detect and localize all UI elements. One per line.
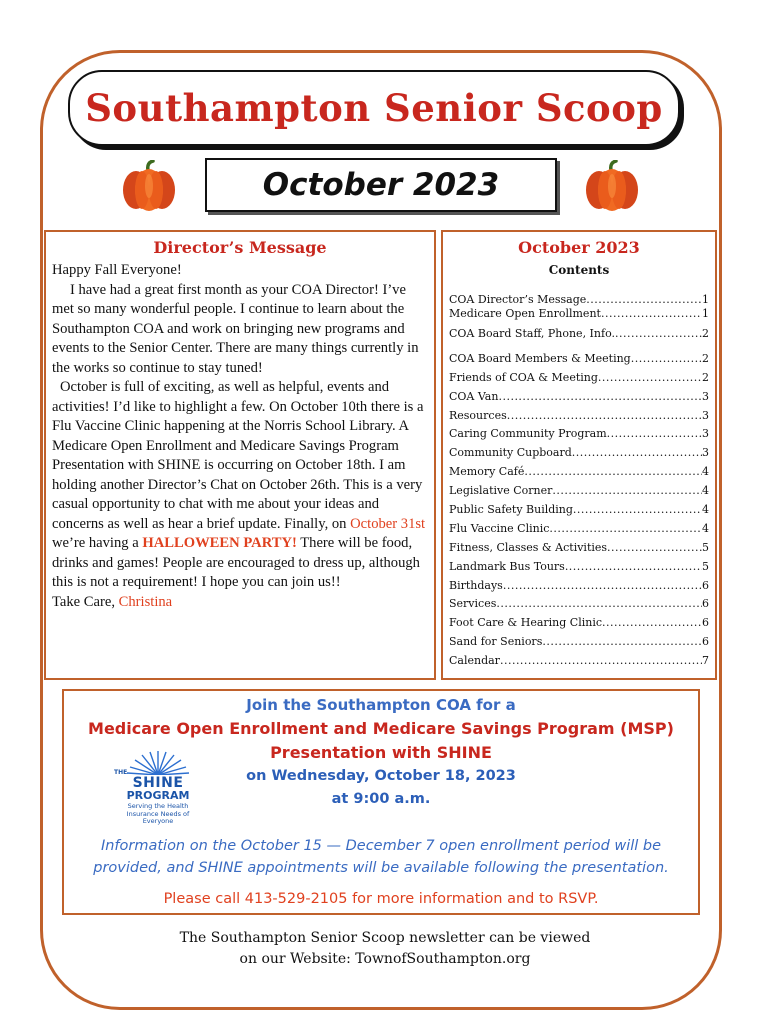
toc-item-page: 3 bbox=[702, 446, 709, 460]
toc-leader bbox=[496, 595, 702, 614]
event-title: Medicare Open Enrollment and Medicare Savings Program (MSP) bbox=[88, 719, 674, 738]
toc-item-page: 4 bbox=[702, 521, 709, 535]
toc-item-title: Caring Community Program bbox=[449, 427, 607, 441]
toc-item-title: COA Board Staff, Phone, Info. bbox=[449, 327, 615, 340]
toc-leader bbox=[573, 501, 702, 520]
toc-item[interactable] bbox=[449, 614, 709, 633]
toc-item[interactable] bbox=[449, 652, 709, 671]
director-name: Christina bbox=[118, 593, 173, 610]
event-info: Information on the October 15 — December 7 open enrollment period will be provided, and SHINE appointments will be available following the presentation. bbox=[93, 838, 669, 876]
toc-item[interactable] bbox=[449, 501, 709, 520]
masthead bbox=[68, 70, 680, 146]
event-rsvp: Please call 413-529-2105 for more information and to RSVP. bbox=[163, 891, 599, 907]
toc-item-page: 7 bbox=[702, 654, 709, 668]
pumpkin-icon bbox=[121, 160, 177, 212]
toc-leader bbox=[602, 614, 702, 633]
event-time: at 9:00 a.m. bbox=[331, 791, 431, 807]
paragraph-2-text: we’re having a bbox=[52, 535, 143, 551]
toc-leader bbox=[552, 482, 702, 501]
toc-leader bbox=[615, 325, 702, 344]
toc-item-title: Landmark Bus Tours bbox=[449, 559, 565, 573]
event-date: on Wednesday, October 18, 2023 bbox=[246, 768, 516, 784]
toc-item-title: Friends of COA & Meeting bbox=[449, 370, 598, 384]
toc-item[interactable] bbox=[449, 520, 709, 539]
toc-leader bbox=[572, 444, 702, 463]
toc-leader bbox=[542, 633, 702, 652]
toc-item-page: 6 bbox=[702, 597, 709, 611]
paragraph-2-text: There will be food, drinks and games! People are encouraged to dress up, although this is not a requirement! I hope you can join us!! bbox=[52, 535, 420, 590]
toc-item-page: 1 bbox=[702, 307, 709, 320]
toc-leader bbox=[503, 577, 702, 596]
toc-leader bbox=[586, 293, 702, 307]
toc-item-title: Community Cupboard bbox=[449, 446, 572, 460]
greeting: Happy Fall Everyone! bbox=[52, 262, 182, 278]
toc-item-title: Legislative Corner bbox=[449, 484, 553, 498]
halloween-date: October 31st bbox=[350, 515, 426, 532]
issue-date: October 2023 bbox=[262, 167, 500, 203]
toc-item-title: COA Director’s Message bbox=[449, 293, 587, 306]
toc-item-page: 2 bbox=[702, 351, 709, 365]
logo-shine: SHINE bbox=[132, 775, 184, 791]
toc-item[interactable] bbox=[449, 482, 709, 501]
toc-item-page: 6 bbox=[702, 578, 709, 592]
event-intro: Join the Southampton COA for a bbox=[246, 696, 516, 714]
toc-item-title: Memory Café bbox=[449, 465, 525, 479]
toc-item[interactable] bbox=[449, 407, 709, 426]
paragraph-1: I have had a great first month as your COA Director! I’ve met so many wonderful people. I continue to learn about the Southampton COA and work on bringing new programs and events to the Senior Center. There are many things currently in the works so continue to stay tuned! bbox=[52, 281, 419, 376]
signoff-text: Take Care, bbox=[52, 593, 119, 610]
toc-item[interactable] bbox=[449, 595, 709, 614]
toc-leader bbox=[607, 425, 702, 444]
toc-item-title: COA Van bbox=[449, 389, 499, 403]
toc-item-page: 4 bbox=[702, 484, 709, 498]
pumpkin-icon bbox=[584, 160, 640, 212]
toc-leader bbox=[601, 307, 702, 321]
toc-item[interactable] bbox=[449, 369, 709, 388]
toc-item[interactable] bbox=[449, 307, 709, 321]
directors-message bbox=[44, 230, 436, 680]
toc-item[interactable] bbox=[449, 425, 709, 444]
toc-item[interactable] bbox=[449, 444, 709, 463]
directors-message-heading: Director’s Message bbox=[153, 238, 327, 257]
toc-item-title: Calendar bbox=[449, 654, 500, 668]
toc-leader bbox=[498, 388, 702, 407]
toc-item[interactable] bbox=[449, 539, 709, 558]
toc-leader bbox=[631, 350, 702, 369]
logo-tagline: Serving the Health Insurance Needs of Everyone bbox=[126, 802, 190, 825]
event-subtitle: Presentation with SHINE bbox=[270, 743, 492, 762]
toc-leader bbox=[607, 539, 702, 558]
toc-leader bbox=[598, 369, 702, 388]
table-of-contents bbox=[441, 230, 717, 680]
toc-item[interactable] bbox=[449, 388, 709, 407]
toc-item-page: 6 bbox=[702, 616, 709, 630]
newsletter-title: Southampton Senior Scoop bbox=[85, 86, 663, 130]
toc-leader bbox=[565, 558, 702, 577]
paragraph-2 bbox=[52, 378, 428, 593]
toc-item-title: Foot Care & Hearing Clinic bbox=[449, 616, 602, 630]
toc-item-page: 4 bbox=[702, 503, 709, 517]
toc-item[interactable] bbox=[449, 463, 709, 482]
toc-item-page: 5 bbox=[702, 559, 709, 573]
halloween-party: HALLOWEEN PARTY! bbox=[142, 535, 297, 551]
toc-item-title: Services bbox=[449, 597, 497, 611]
toc-leader bbox=[549, 520, 702, 539]
toc-item[interactable] bbox=[449, 350, 709, 369]
toc-item[interactable] bbox=[449, 325, 709, 344]
toc-item[interactable] bbox=[449, 558, 709, 577]
paragraph-2-text: October is full of exciting, as well as helpful, events and activities! I’d like to highlight a few. On October 10th there is a Flu Vaccine Clinic happening at the Norris School Library. A Medicare Open Enrollment and Medicare Savings Program Presentation with SHINE is occurring on October 18th. I am holding another Director’s Chat on October 26th. This is a very casual opportunity to chat with me about your ideas and concerns as well as hear a brief update. Finally, on bbox=[52, 379, 424, 532]
shine-event-box bbox=[62, 689, 700, 915]
logo-program: PROGRAM bbox=[126, 789, 190, 802]
toc-item-title: Fitness, Classes & Activities bbox=[449, 540, 608, 554]
toc-item-page: 3 bbox=[702, 408, 709, 422]
footer-line-1: The Southampton Senior Scoop newsletter can be viewed bbox=[179, 930, 591, 946]
toc-item-page: 6 bbox=[702, 635, 709, 649]
toc-item-page: 4 bbox=[702, 465, 709, 479]
issue-date-box bbox=[205, 158, 557, 212]
toc-item-title: Resources bbox=[449, 408, 507, 422]
toc-item-title: Birthdays bbox=[449, 578, 503, 592]
toc-heading: October 2023 bbox=[518, 238, 640, 257]
toc-item[interactable] bbox=[449, 633, 709, 652]
signoff bbox=[52, 593, 428, 613]
toc-item-title: Medicare Open Enrollment bbox=[449, 307, 601, 320]
toc-item-title: Sand for Seniors bbox=[449, 635, 543, 649]
toc-item-page: 3 bbox=[702, 427, 709, 441]
toc-item[interactable] bbox=[449, 293, 709, 307]
toc-leader bbox=[524, 463, 702, 482]
toc-subheading: Contents bbox=[548, 263, 610, 277]
toc-item-title: Flu Vaccine Clinic bbox=[449, 521, 550, 535]
logo-the: THE bbox=[114, 769, 128, 776]
toc-item-page: 5 bbox=[702, 540, 709, 554]
shine-program-logo bbox=[114, 751, 202, 825]
toc-leader bbox=[507, 407, 702, 426]
footer-line-2: on our Website: TownofSouthampton.org bbox=[239, 951, 531, 967]
toc-item-page: 1 bbox=[702, 293, 709, 306]
toc-item-page: 3 bbox=[702, 389, 709, 403]
toc-leader bbox=[500, 652, 702, 671]
toc-item[interactable] bbox=[449, 577, 709, 596]
toc-item-page: 2 bbox=[702, 370, 709, 384]
toc-item-title: COA Board Members & Meeting bbox=[449, 351, 631, 365]
toc-item-page: 2 bbox=[702, 327, 709, 340]
footer bbox=[0, 928, 770, 970]
toc-item-title: Public Safety Building bbox=[449, 503, 573, 517]
